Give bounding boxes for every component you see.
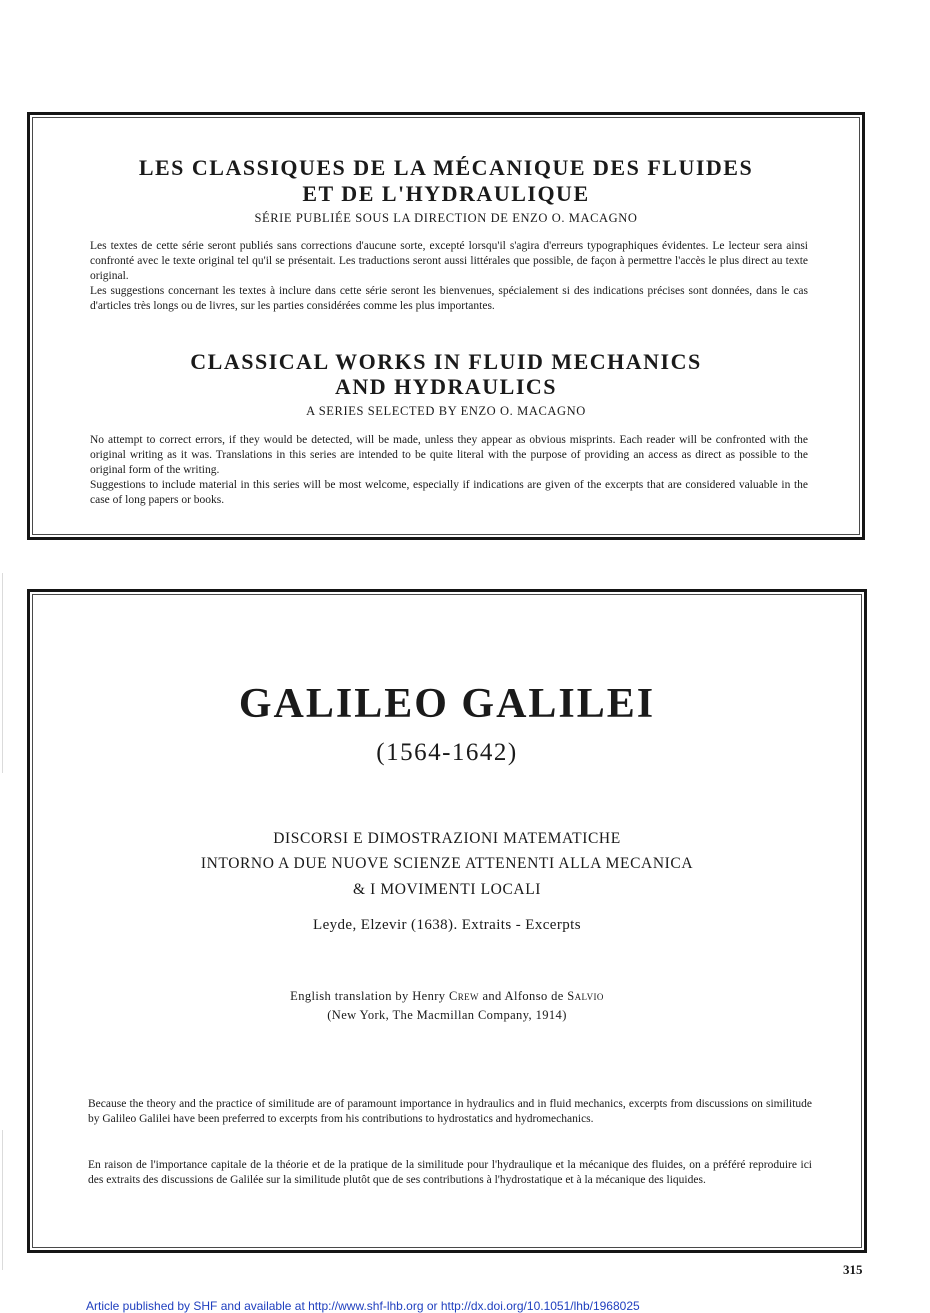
series-intro-en-p1: No attempt to correct errors, if they would be detected, will be made, unless they appear as obvious misprints. Each reader will be confronted with the original writing as it was. Translations in this series are intended to be quite literal with the purpose of providing an access as direct as possible to the original form of the writing. xyxy=(90,434,808,476)
work-title-line2: INTORNO A DUE NUOVE SCIENZE ATTENENTI ALLA MECANICA xyxy=(200,855,694,872)
translation-credit xyxy=(30,987,864,1005)
work-title-line3: & I MOVIMENTI LOCALI xyxy=(352,881,542,898)
note-fr: En raison de l'importance capitale de la théorie et de la pratique de la similitude pour l'hydraulique et la mécanique des fluides, on a préféré reproduire ici des extraits des discussions de Galilée sur la similitude plutôt que de ses contributions à l'hydrostatique et à la mécanique des liquides. xyxy=(88,1159,812,1186)
work-title-line1: DISCORSI E DIMOSTRAZIONI MATEMATICHE xyxy=(273,830,621,847)
translator2-surname: Salvio xyxy=(567,989,604,1003)
scan-margin-mark xyxy=(2,573,3,773)
series-title-fr-line2: ET DE L'HYDRAULIQUE xyxy=(302,181,590,206)
series-subtitle-fr: SÉRIE PUBLIÉE SOUS LA DIRECTION DE ENZO O. MACAGNO xyxy=(254,211,638,225)
page-number: 315 xyxy=(843,1262,863,1277)
publication-info: Leyde, Elzevir (1638). Extraits - Excerpts xyxy=(313,917,581,933)
series-intro-fr xyxy=(90,239,808,314)
note-en: Because the theory and the practice of similitude are of paramount importance in hydraulics and in fluid mechanics, excerpts from discussions on similitude by Galileo Galilei have been preferred to excerpts from his contributions to hydrostatics and hydromechanics. xyxy=(88,1098,812,1125)
footer-doi-link[interactable]: Article published by SHF and available at http://www.shf-lhb.org or http://dx.doi.org/10.1051/lhb/1968025 xyxy=(86,1299,640,1313)
series-title-en-line2: AND HYDRAULICS xyxy=(334,374,558,399)
translator1-surname: Crew xyxy=(448,989,479,1003)
translation-middle: and Alfonso de xyxy=(482,989,564,1003)
article-title-box xyxy=(27,589,867,1253)
scan-margin-mark xyxy=(2,1130,3,1270)
series-intro-fr-p1: Les textes de cette série seront publiés sans corrections d'aucune sorte, excepté lorsqu'il s'agira d'erreurs typographiques évidentes. Le lecteur sera ainsi confronté avec le texte original tel qu'il se présentait. Les traductions seront aussi littérales que possible, de façon à permettre l'accès le plus direct au texte original. xyxy=(90,240,808,282)
author-dates: (1564-1642) xyxy=(376,739,518,766)
translation-prefix: English translation by Henry xyxy=(290,989,446,1003)
series-intro-fr-p2: Les suggestions concernant les textes à inclure dans cette série seront les bienvenues, spécialement si des indications précises sont données, dans le cas d'articles très longs ou de livres, sur les parties considérées comme les plus importantes. xyxy=(90,285,808,312)
series-notice-box xyxy=(27,112,865,540)
series-intro-en-p2: Suggestions to include material in this series will be most welcome, especially if indications are given of the excerpts that are considered valuable in the case of long papers or books. xyxy=(90,479,808,506)
series-title-en-line1: CLASSICAL WORKS IN FLUID MECHANICS xyxy=(190,349,702,374)
translation-publisher: (New York, The Macmillan Company, 1914) xyxy=(327,1008,567,1022)
author-name: GALILEO GALILEI xyxy=(238,681,656,727)
series-subtitle-en: A SERIES SELECTED BY ENZO O. MACAGNO xyxy=(306,404,586,418)
series-title-fr-line1: LES CLASSIQUES DE LA MÉCANIQUE DES FLUIDES xyxy=(138,155,754,180)
series-intro-en xyxy=(90,433,808,508)
